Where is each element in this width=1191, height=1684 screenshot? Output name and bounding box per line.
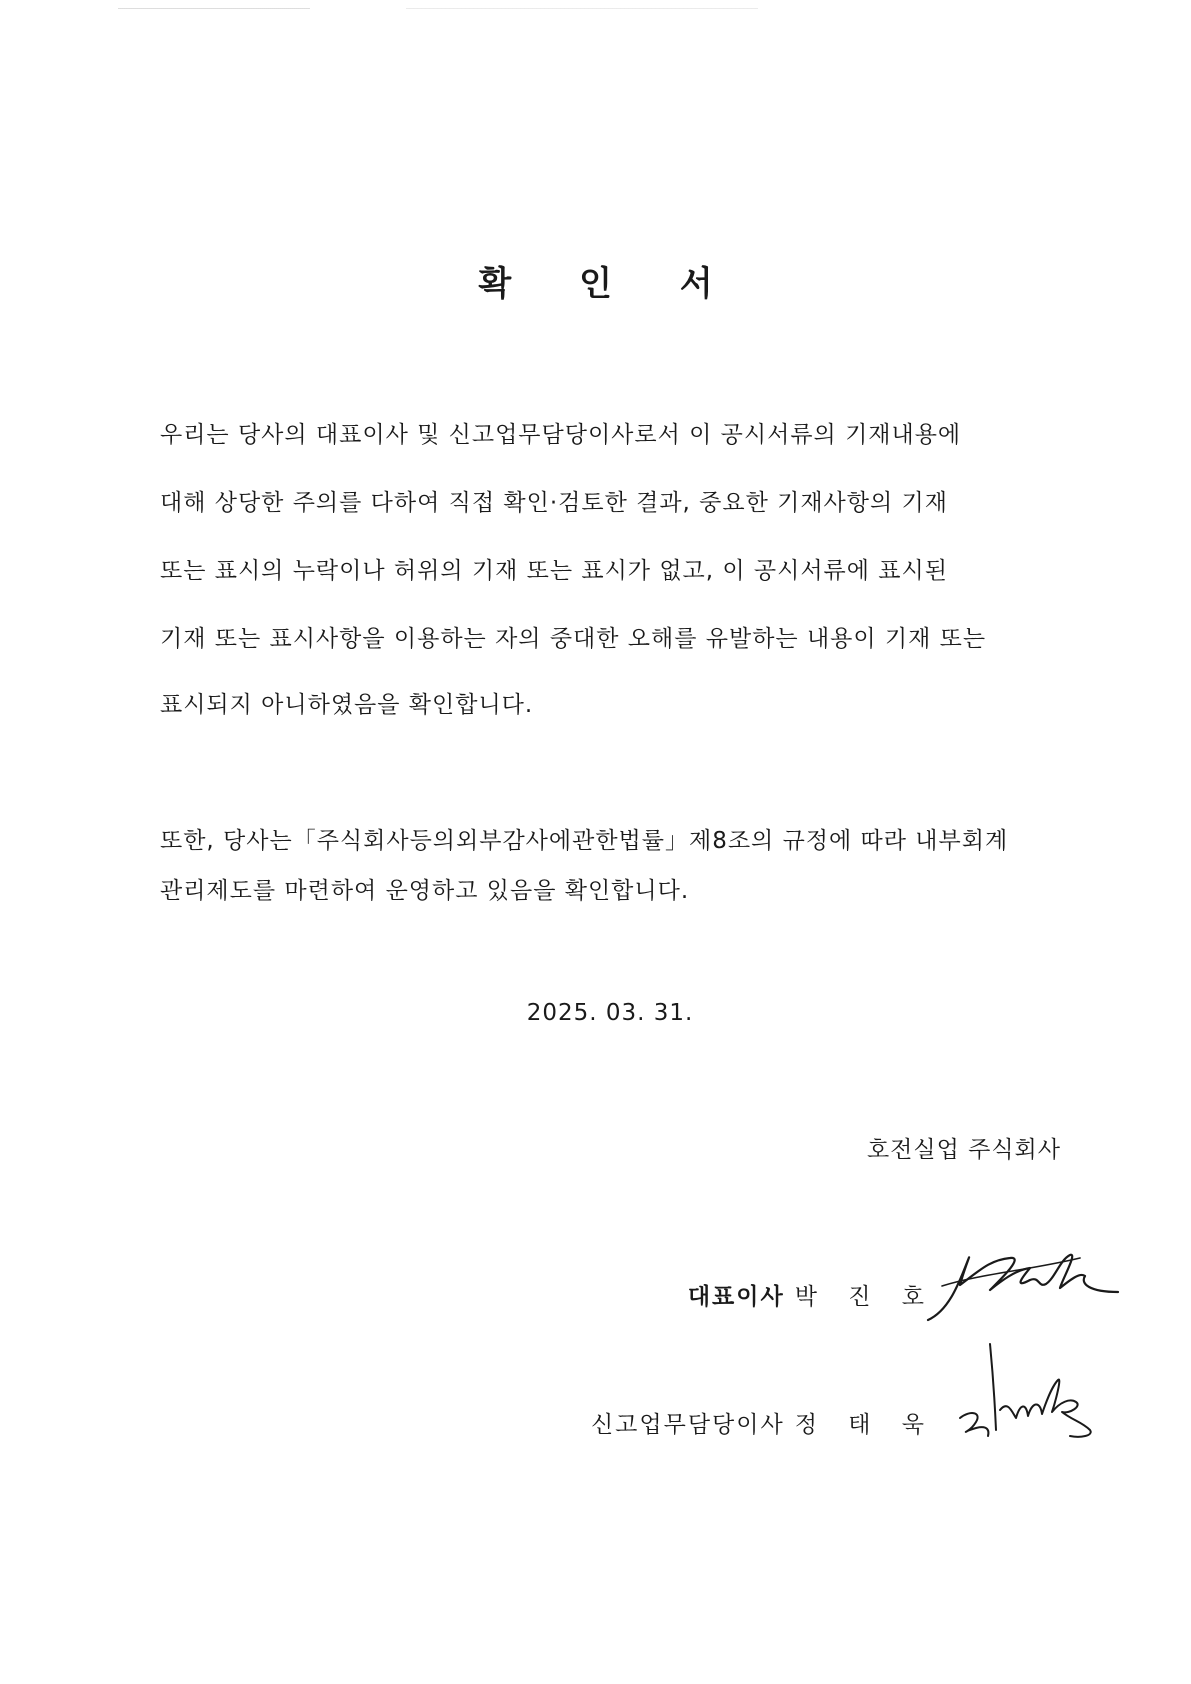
ceo-signature: [920, 1240, 1120, 1330]
signer-name: 박 진 호: [794, 1284, 936, 1310]
paragraph-line: 우리는 당사의 대표이사 및 신고업무담당이사로서 이 공시서류의 기재내용에: [160, 422, 962, 448]
paragraph-line: 대해 상당한 주의를 다하여 직접 확인·검토한 결과, 중요한 기재사항의 기재: [160, 490, 948, 516]
document-date: 2025. 03. 31.: [526, 1000, 694, 1026]
paragraph-line: 표시되지 아니하였음을 확인합니다.: [160, 692, 534, 718]
paragraph-line: 또한, 당사는「주식회사등의외부감사에관한법률」제8조의 규정에 따라 내부회계: [160, 828, 1009, 854]
signer-name: 정 태 욱: [794, 1412, 936, 1438]
paragraph-line: 기재 또는 표시사항을 이용하는 자의 중대한 오해를 유발하는 내용이 기재 또는: [160, 626, 987, 652]
paragraph-line: 관리제도를 마련하여 운영하고 있음을 확인합니다.: [160, 878, 690, 904]
signer-ceo: [688, 1278, 936, 1311]
company-name: 호전실업 주식회사: [866, 1137, 1061, 1163]
signer-disclosure-director: [591, 1406, 936, 1439]
paragraph-line: 또는 표시의 누락이나 허위의 기재 또는 표시가 없고, 이 공시서류에 표시된: [160, 558, 948, 584]
director-signature: [930, 1340, 1110, 1450]
signer-role: 신고업무담당이사: [590, 1412, 785, 1438]
signer-role: 대표이사: [687, 1284, 785, 1310]
document-title: 확 인 서: [478, 264, 741, 304]
scan-edge-line: [118, 8, 758, 9]
